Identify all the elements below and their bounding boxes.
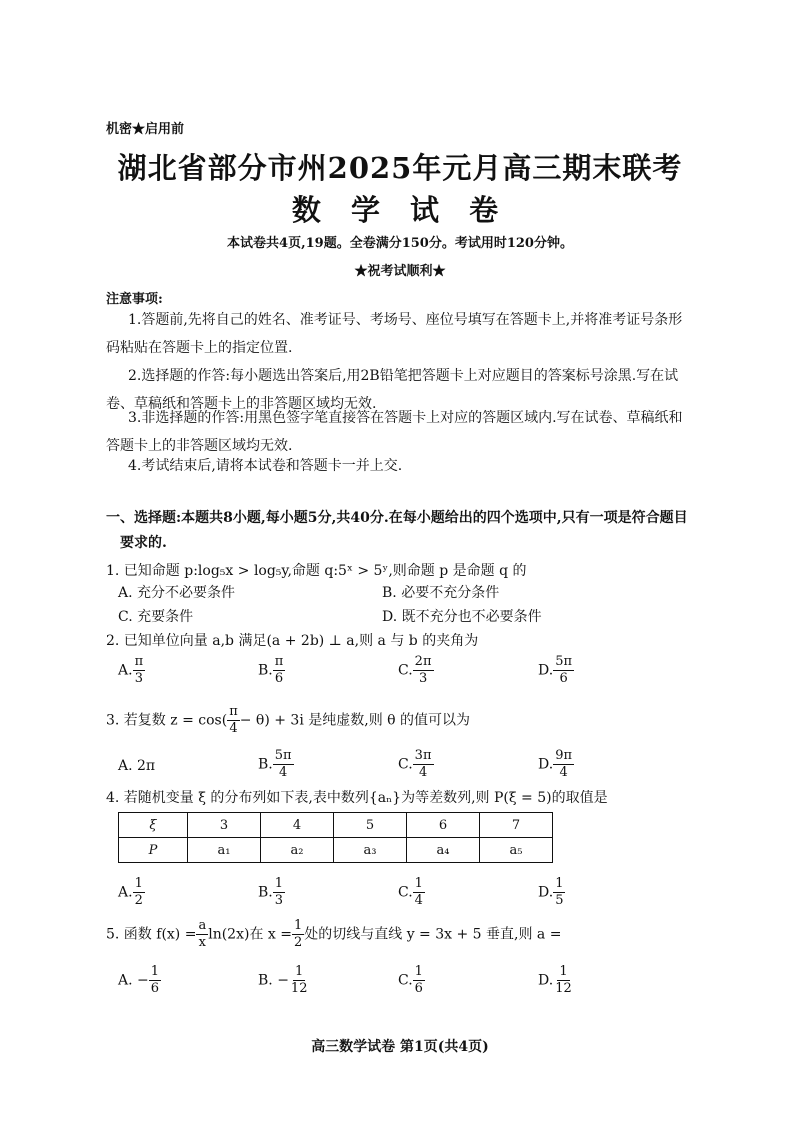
distribution-table [118, 812, 553, 863]
table-cell: a₅ [480, 838, 553, 863]
q5-stem: 5. 函数 f(x) = $\frac{a}{x}$ ln(2x)在 x = $\frac{1}{2}$ 处的切线与直线 y = 3x + 5 垂直,则 a = [106, 918, 562, 950]
q4-stem: 4. 若随机变量 ξ 的分布列如下表,表中数列{aₙ}为等差数列,则 P(ξ = 5)的取值是 [106, 790, 608, 806]
table-cell: a₂ [261, 838, 334, 863]
table-cell: ξ [119, 813, 188, 838]
notice-item-3: 3.非选择题的作答:用黑色签字笔直接答在答题卡上对应的答题区域内.写在试卷、草稿纸和答题卡上的非答题区域均无效. [106, 410, 683, 454]
q1-stem: 1. 已知命题 p:log₅x > log₅y,命题 q:5ˣ > 5ʸ,则命题 p 是命题 q 的 [106, 563, 527, 579]
exam-subject: 数 学 试 卷 [291, 193, 509, 227]
q3-stem: 3. 若复数 z = cos( $\frac{\pi}{4}$ − θ) + 3i 是纯虚数,则 θ 的值可以为 [106, 704, 471, 736]
q5-option-d: D. $\frac{1}{12}$ [538, 964, 572, 996]
q4-option-d: D. $\frac{1}{5}$ [538, 876, 564, 908]
table-row-xi [119, 813, 553, 838]
q4-option-b: B. $\frac{1}{3}$ [258, 876, 284, 908]
exam-title: 湖北省部分市州2025年元月高三期末联考 [117, 151, 683, 185]
q1-option-c: C. 充要条件 [118, 609, 194, 625]
q2-option-c: C. $\frac{2\pi}{3}$ [398, 654, 432, 686]
q1-option-b: B. 必要不充分条件 [382, 585, 500, 601]
table-cell: 3 [188, 813, 261, 838]
q2-option-d: D. $\frac{5\pi}{6}$ [538, 654, 573, 686]
table-cell: 6 [407, 813, 480, 838]
table-row-p [119, 838, 553, 863]
q4-option-c: C. $\frac{1}{4}$ [398, 876, 423, 908]
notice-item-1: 1.答题前,先将自己的姓名、准考证号、考场号、座位号填写在答题卡上,并将准考证号条形码粘贴在答题卡上的指定位置. [106, 312, 683, 356]
table-cell: a₁ [188, 838, 261, 863]
q3-option-c: C. $\frac{3\pi}{4}$ [398, 748, 432, 780]
q5-option-b: B. − $\frac{1}{12}$ [258, 964, 308, 996]
table-cell: a₃ [334, 838, 407, 863]
q3-option-b: B. $\frac{5\pi}{4}$ [258, 748, 292, 780]
notice-item-4: 4.考试结束后,请将本试卷和答题卡一并上交. [128, 458, 403, 474]
exam-info: 本试卷共4页,19题。全卷满分150分。考试用时120分钟。 [227, 236, 573, 251]
table-cell: a₄ [407, 838, 480, 863]
table-cell: 5 [334, 813, 407, 838]
q3-option-d: D. $\frac{9\pi}{4}$ [538, 748, 573, 780]
page-footer: 高三数学试卷 第1页(共4页) [311, 1039, 489, 1055]
q2-option-b: B. $\frac{\pi}{6}$ [258, 654, 284, 686]
table-cell: P [119, 838, 188, 863]
q1-option-d: D. 既不充分也不必要条件 [382, 609, 542, 625]
confidential-mark: 机密★启用前 [106, 122, 185, 137]
notice-item-2: 2.选择题的作答:每小题选出答案后,用2B铅笔把答题卡上对应题目的答案标号涂黑.写在试卷、草稿纸和答题卡上的非答题区域均无效. [106, 368, 679, 412]
table-cell: 4 [261, 813, 334, 838]
good-luck-line: ★祝考试顺利★ [354, 264, 446, 279]
q4-option-a: A. $\frac{1}{2}$ [118, 876, 143, 908]
table-cell: 7 [480, 813, 553, 838]
q1-option-a: A. 充分不必要条件 [118, 585, 236, 601]
q5-option-c: C. $\frac{1}{6}$ [398, 964, 423, 996]
q3-option-a: A. 2π [118, 758, 156, 774]
section-heading: 一、选择题:本题共8小题,每小题5分,共40分.在每小题给出的四个选项中,只有一项是符合题目要求的. [106, 510, 688, 551]
q5-option-a: A. − $\frac{1}{6}$ [118, 964, 160, 996]
q2-stem: 2. 已知单位向量 a,b 满足(a + 2b) ⊥ a,则 a 与 b 的夹角为 [106, 633, 479, 649]
notice-heading: 注意事项: [106, 292, 163, 307]
q2-option-a: A. $\frac{\pi}{3}$ [118, 654, 144, 686]
